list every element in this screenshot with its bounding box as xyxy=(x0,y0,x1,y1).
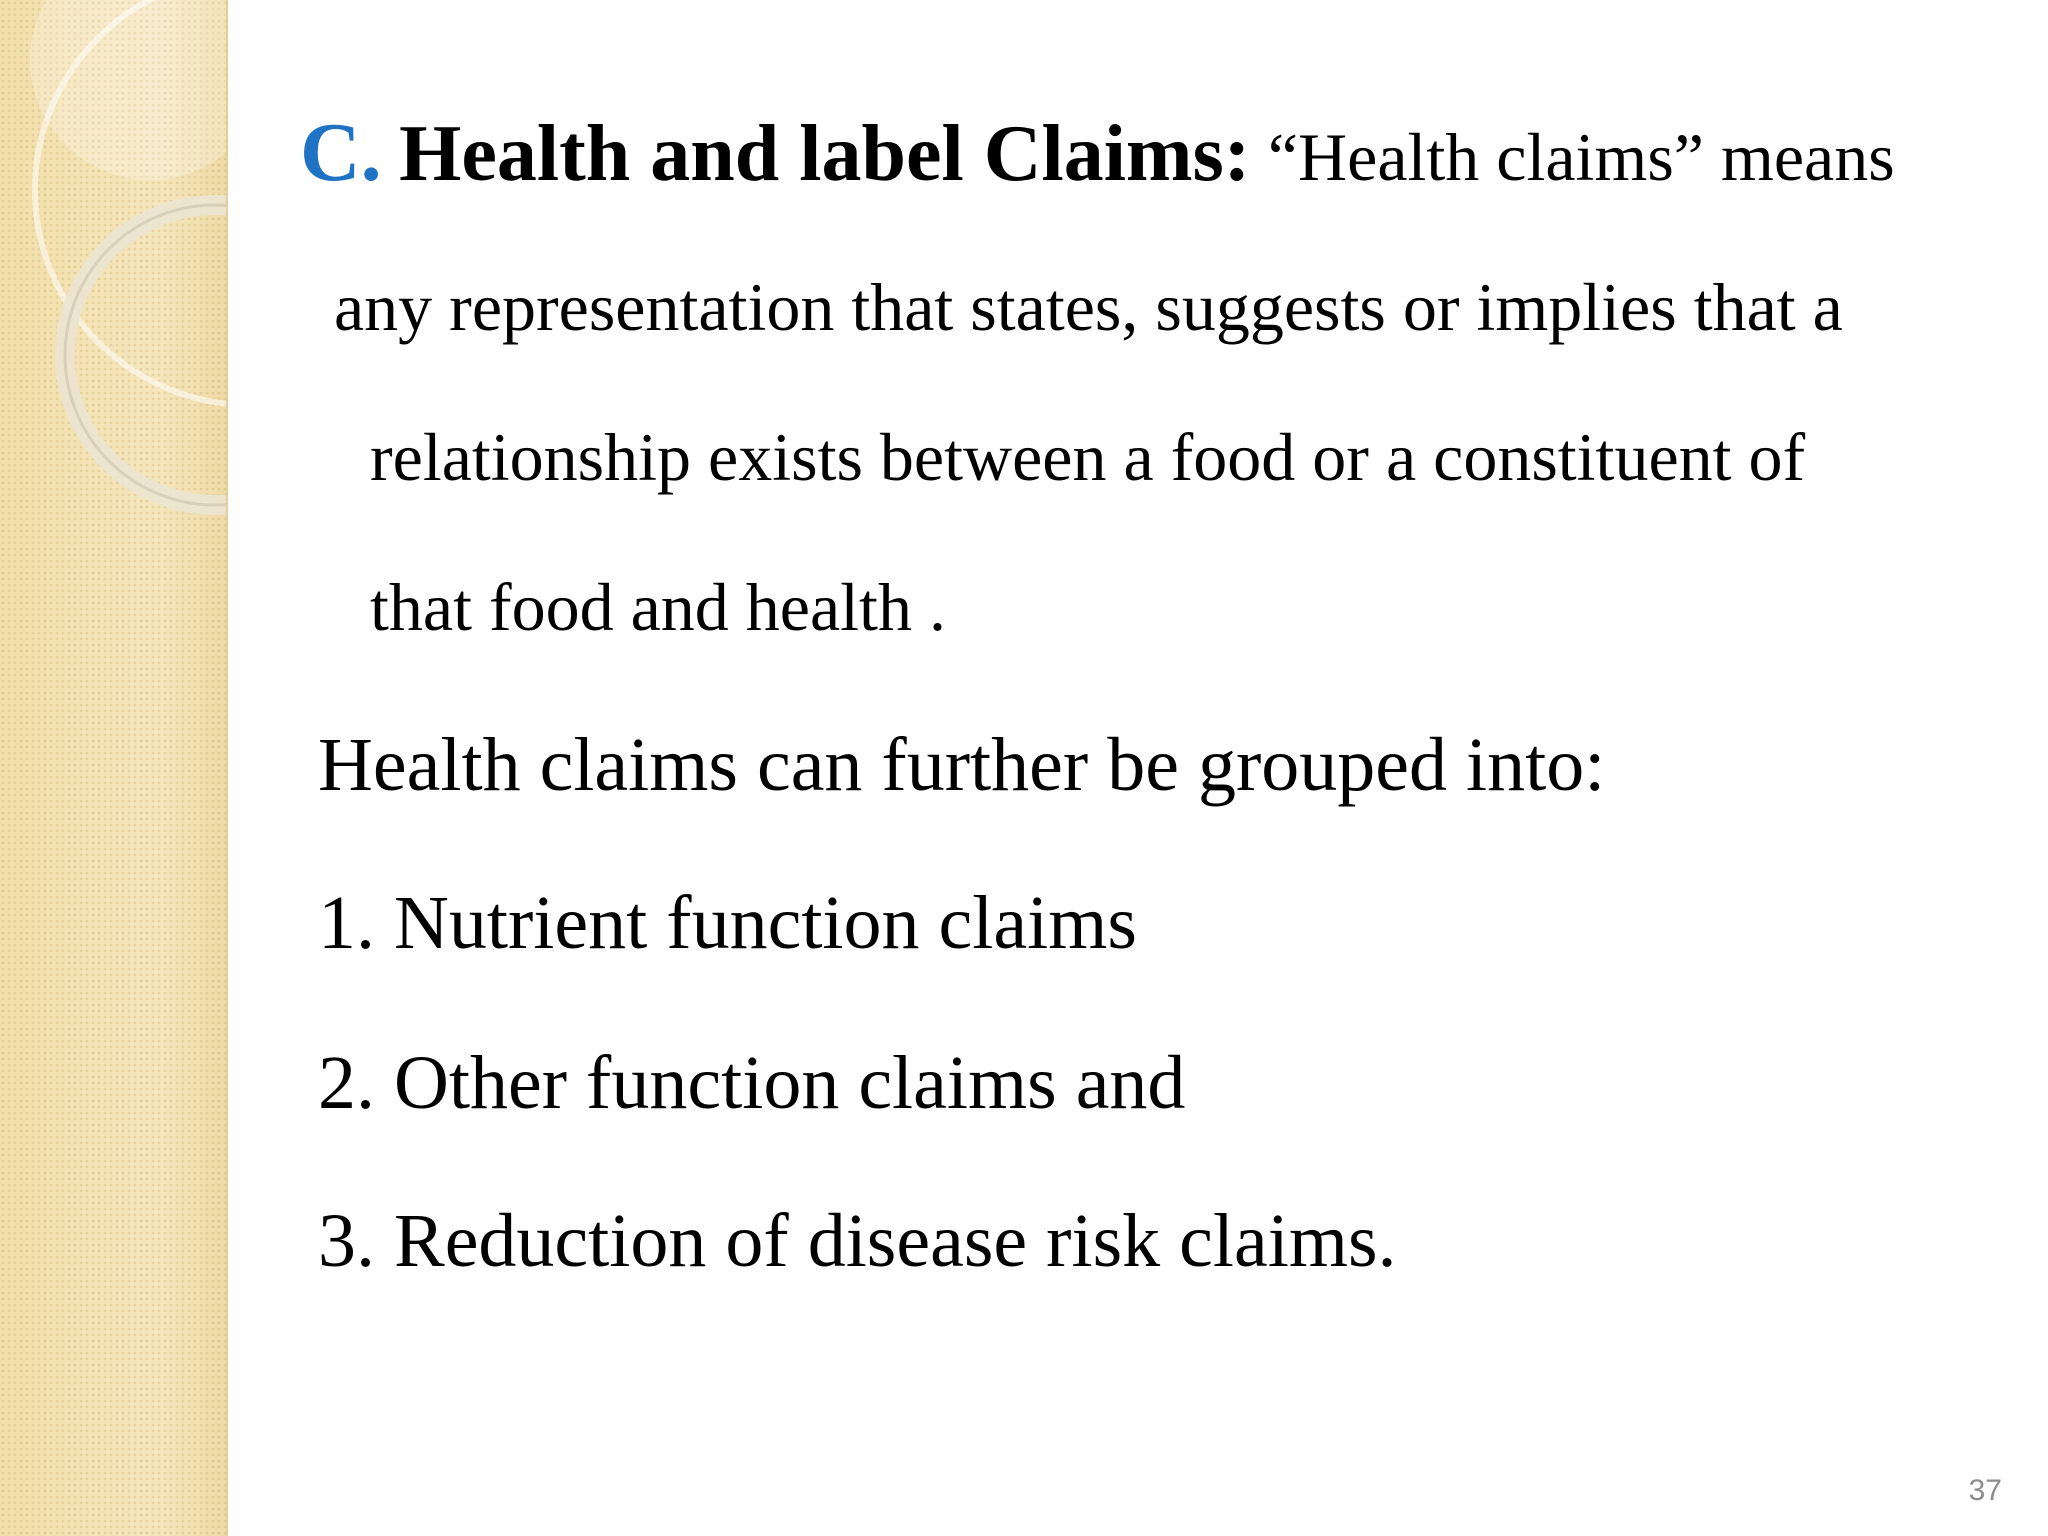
definition-line-2: any representation that states, suggests or implies that a xyxy=(334,269,1843,345)
list-item: 3. Reduction of disease risk claims. xyxy=(318,1199,1397,1283)
page-number: 37 xyxy=(1968,1474,2002,1507)
list-item: 2. Other function claims and xyxy=(318,1041,1186,1125)
list-item: 1. Nutrient function claims xyxy=(318,881,1137,965)
heading-letter: C. xyxy=(300,106,382,199)
definition-line-4: that food and health . xyxy=(370,569,946,645)
group-intro: Health claims can further be grouped into: xyxy=(318,723,1606,807)
definition-line-3: relationship exists between a food or a constituent of xyxy=(370,419,1806,495)
heading-title: Health and label Claims: xyxy=(399,110,1251,198)
heading-line xyxy=(300,104,1895,201)
heading-lead-text: “Health claims” means xyxy=(1267,119,1895,195)
